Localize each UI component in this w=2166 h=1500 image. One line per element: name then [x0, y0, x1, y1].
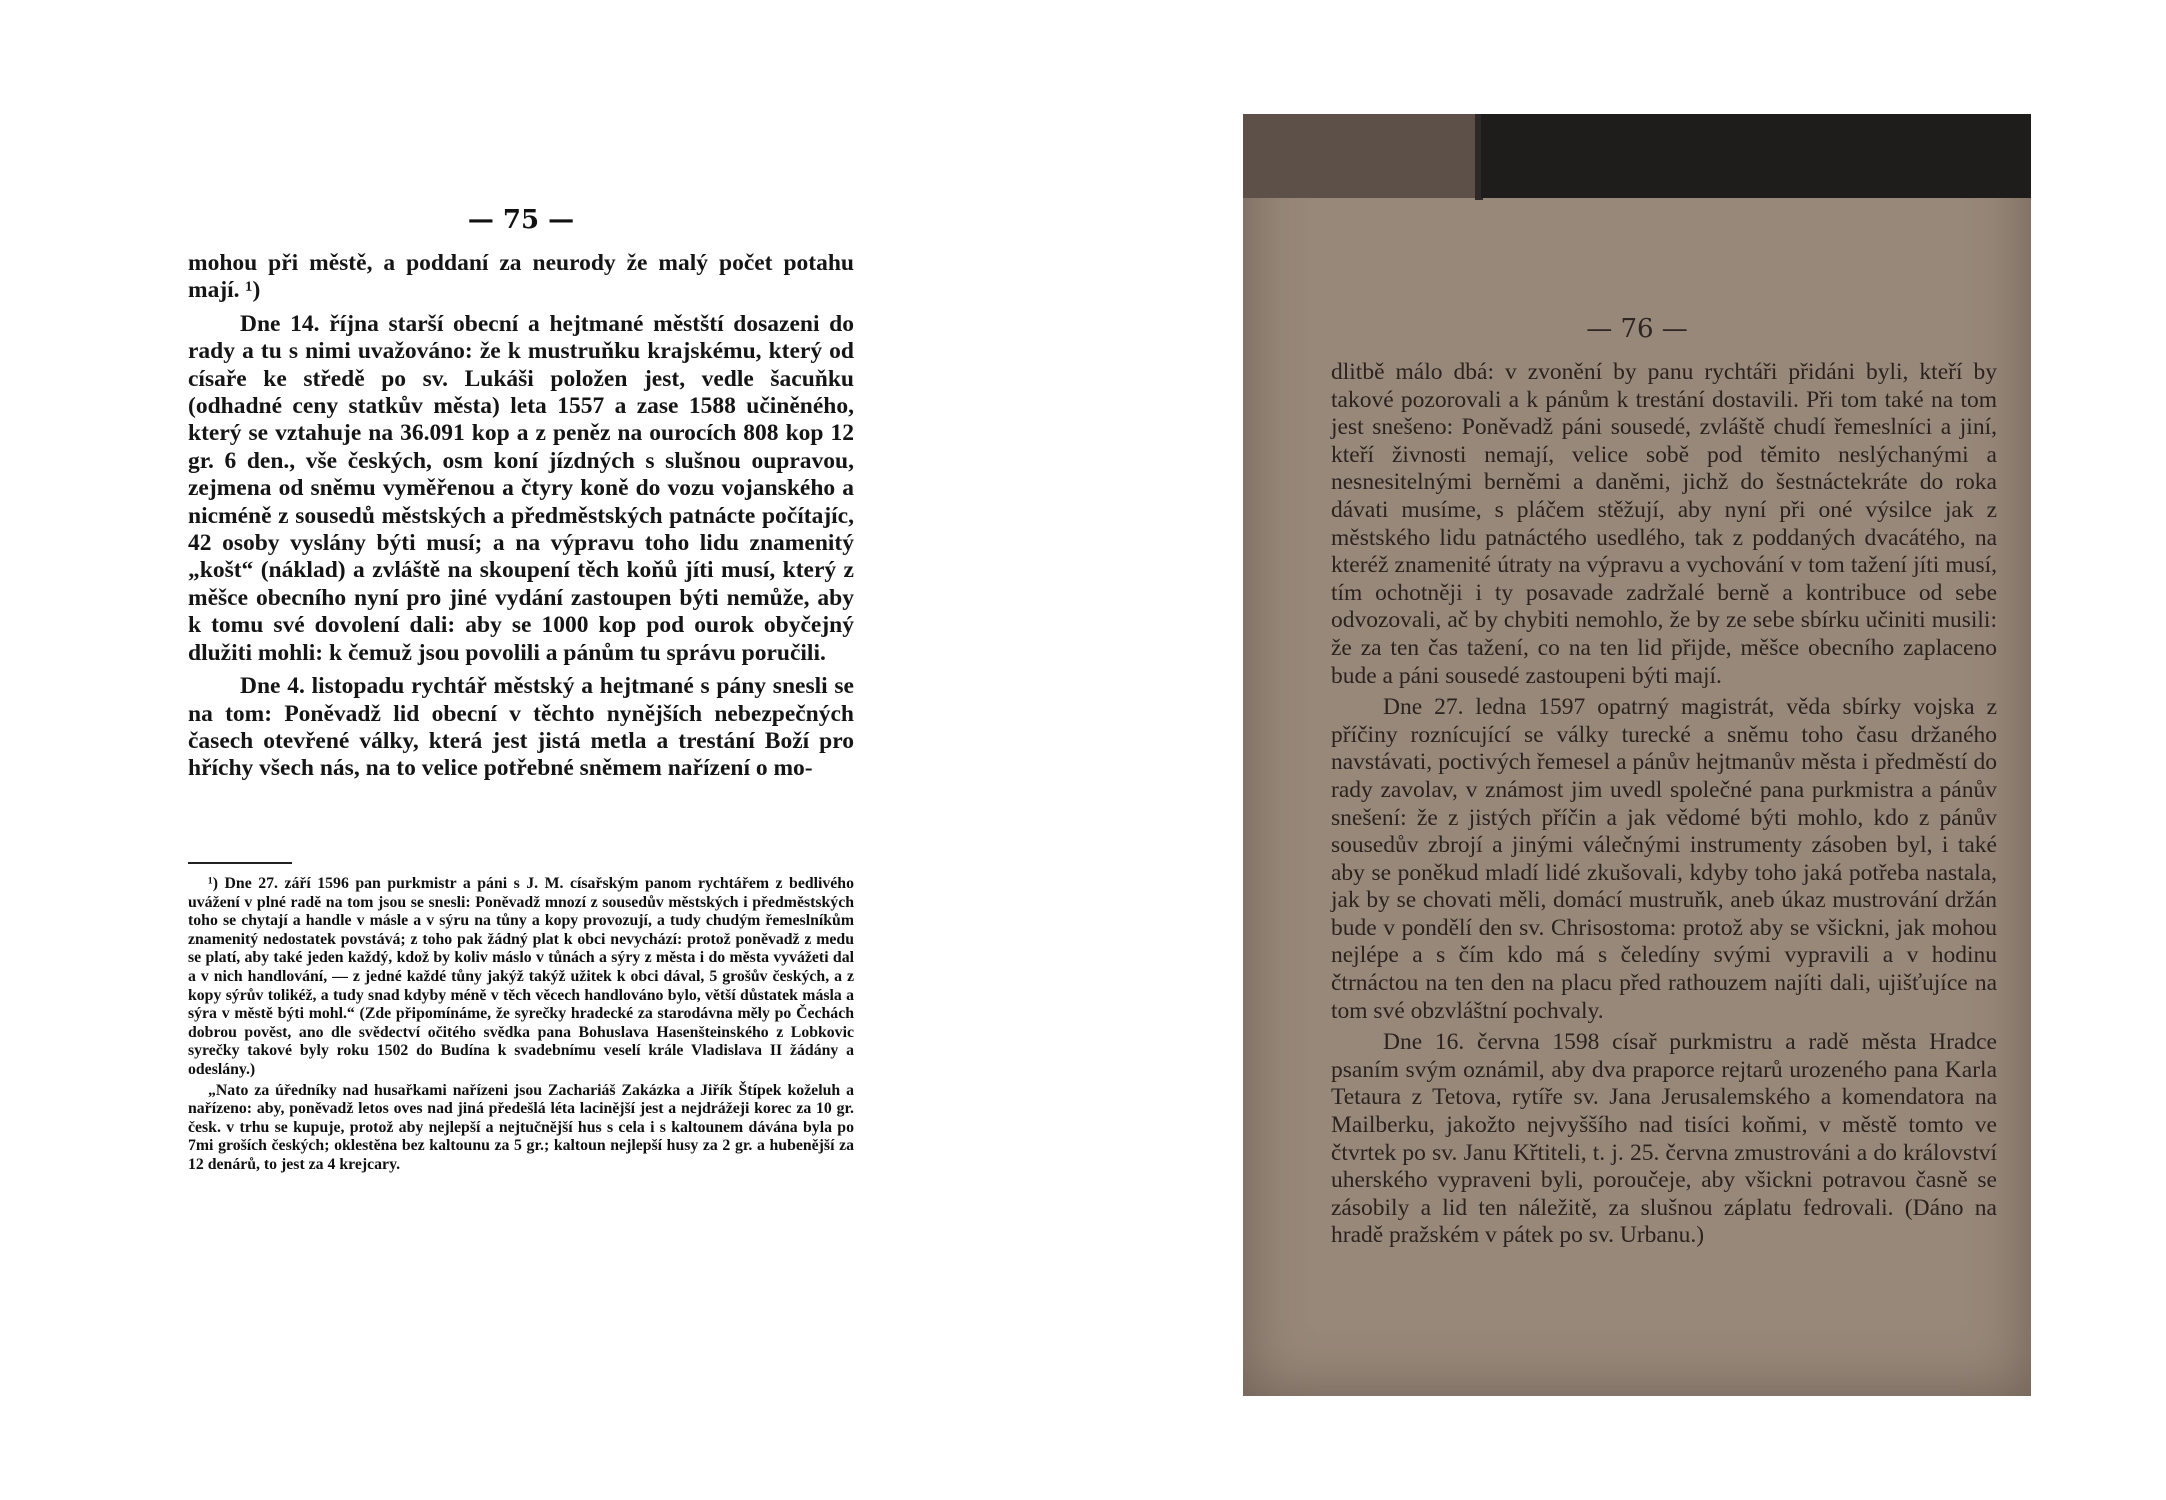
paragraph: mohou při městě, a poddaní za neurody že malý počet potahu mají. ¹)	[188, 250, 854, 304]
footnote: ¹) Dne 27. září 1596 pan purkmistr a páni s J. M. císařským panom rychtářem z bedlivého uvážení v plné radě na tom jsou se snesli: Poněvadž mnozí z sousedův městských i předměstských toho se chytají a handle v másle a v sýru na tůny a kopy provozují, a tudy chudým řemeslníkům znamenitý nedostatek povstává; z toho pak žádný plat k obci nevychází: protož poněvadž z medu se platí, aby také jeden každý, kdož by koliv máslo v tůnách a sýry z města i do města vyvážeti dal a v nich handlování, — z jedné každé tůny jakýž takýž užitek k obci dával, 5 grošův českých, a z kopy sýrův tolikéž, a tudy snad kdyby méně v těch věcech handlováno bylo, větší důstatek másla a sýra v městě býti mohl.“ (Zde připomínáme, že syrečky hradecké za starodávna měly po Čechách dobrou pověst, ano dle svědectví očitého svědka pana Bohuslava Hasenšteinského z Lobkovic syrečky takové byly roku 1502 do Budína k svadebnímu veselí krále Vladislava II žádány a odeslány.)	[188, 875, 854, 1078]
page-number: — 76 —	[1586, 314, 1688, 344]
left-page	[188, 0, 854, 1500]
paragraph: Dne 27. ledna 1597 opatrný magistrát, věda sbírky vojska z příčiny roznícující se války turecké a sněmu toho času držaného navstávati, poctivých řemesel a pánův hejtmanův města i předměstí do rady zavolav, v známost jim uvedl společné pana purkmistra a pánův snešení: že z jistých příčin a jak vědomé býti mohlo, kdo z pánův sousedův zbrojí a jinými válečnými instrumenty zásoben byl, i také aby se poněkud mladí lidé zkušovali, kdyby toho jaká potřeba nastala, jak by se chovati měli, domácí mustruňk, aneb úkaz mustrování držán bude v pondělí den sv. Chrisostoma: protož aby se všickni, jak mohou nejlépe a s čím kdo má s čeledíny svými vypravili a v hodinu čtrnáctou na ten den na placu před rathouzem najíti dali, ujišťujíce na tom své obzvláštní pochvaly.	[1331, 694, 1997, 1024]
footnote-rule	[188, 862, 292, 864]
right-page-scan	[1243, 114, 2031, 1396]
paragraph: Dne 14. října starší obecní a hejtmané městští dosazeni do rady a tu s nimi uvažováno: že k mustruňku krajskému, který od císaře ke středě po sv. Lukáši položen jest, vedle šacuňku (odhadné ceny statkův města) leta 1557 a zase 1588 učiněného, který se vztahuje na 36.091 kop a z peněz na ourocích 808 kop 12 gr. 6 den., vše českých, osm koní jízdných s slušnou oupravou, zejmena od sněmu vyměřenou a čtyry koně do vozu vojanského a nicméně z sousedů městských a předměstských patnácte počítajíc, 42 osoby vyslány býti musí; a na výpravu toho lidu znamenitý „košt“ (náklad) a zvláště na skoupení těch koňů jíti musí, který z měšce obecního nyní pro jiné vydání zastoupen býti nemůže, aby k tomu své dovolení dali: aby se 1000 kop pod ourok obyčejný dlužiti mohli: k čemuž jsou povolili a pánům tu správu poručili.	[188, 310, 854, 666]
scan-dark-overlay	[1481, 114, 2031, 198]
left-page-body	[188, 250, 854, 783]
footnote: „Nato za úředníky nad husařkami nařízeni jsou Zachariáš Zakázka a Jiřík Štípek koželuh a nařízeno: aby, poněvadž letos oves nad jiná předešlá léta lacinější jest a nejdrážeji korec za 10 gr. česk. v trhu se kupuje, protož aby nejlepší a nejtučnější hus s cela i s kaltounem dávána byla po 7mi groších českých; oklestěna bez kaltounu za 5 gr.; kaltoun nejlepší husy za 2 gr. a hubenější za 12 denárů, to jest za 4 krejcary.	[188, 1081, 854, 1173]
paragraph: Dne 4. listopadu rychtář městský a hejtmané s pány snesli se na tom: Poněvadž lid obecní v těchto nynějších nebezpečných časech otevřené války, která jest jistá metla a trestání Boží pro hříchy všech nás, na to velice potřebné sněmem nařízení o mo-	[188, 673, 854, 782]
right-page-body	[1331, 359, 1997, 1250]
paragraph: Dne 16. června 1598 císař purkmistru a radě města Hradce psaním svým oznámil, aby dva praporce rejtarů urozeného pana Karla Tetaura z Tetova, rytíře sv. Jana Jerusalemského a komendatora na Mailberku, jakožto nejvyššího nad tisíci koňmi, v městě tomto ve čtvrtek po sv. Janu Křtiteli, t. j. 25. června zmustrováni a do království uherského vypraveni byli, poroučeje, aby všickni potravou časně se zásobily a lid ten náležitě, za slušnou záplatu fedrovali. (Dáno na hradě pražském v pátek po sv. Urbanu.)	[1331, 1029, 1997, 1249]
paragraph: dlitbě málo dbá: v zvonění by panu rychtáři přidáni byli, kteří by takové pozorovali a k pánům k trestání dostavili. Při tom také na tom jest snešeno: Poněvadž páni sousedé, zvláště chudí řemeslníci a jiní, kteří živnosti nemají, velice sobě pod těmito neslýchanými a nesnesitelnými berněmi a daněmi, jichž do šestnáctekráte do roka dávati musíme, s pláčem stěžují, aby nyní při oné výsilce jak z městského lidu patnáctého usedlého, tak z poddaných dvacátého, na kteréž znamenité útraty na výpravu a vychování v tom tažení jíti musí, tím ochotněji i ty posavade zadržalé berně a kontribuce od sebe odvozovali, ač by chybiti nemohlo, že by ze sebe sbírku učiniti musili: že za ten čas tažení, co na ten lid přijde, měšce obecního zaplaceno bude a páni sousedé zastoupeni býti mají.	[1331, 359, 1997, 689]
page-number: — 75 —	[467, 205, 575, 235]
footnotes	[188, 875, 854, 1175]
